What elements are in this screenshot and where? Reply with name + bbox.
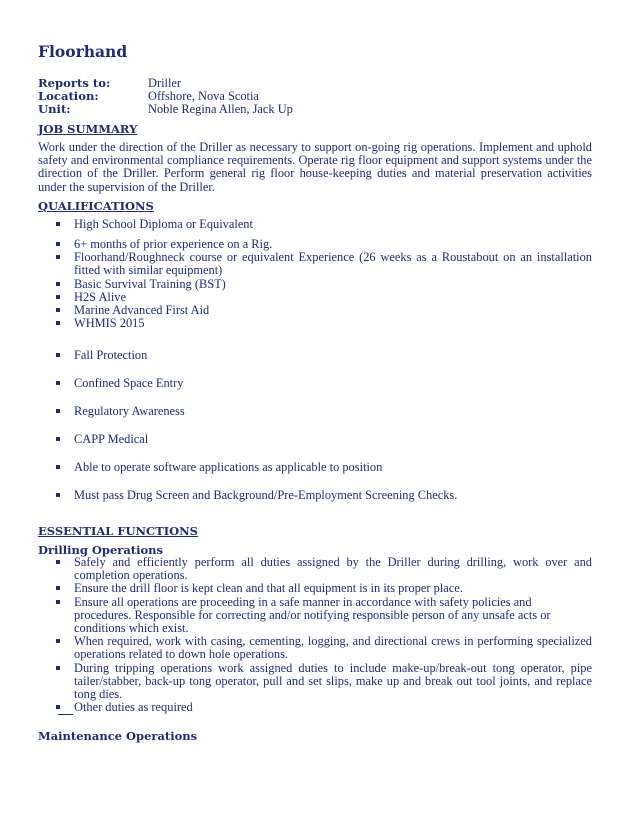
list-item: Marine Advanced First Aid [58, 304, 592, 317]
bullet-icon [56, 409, 60, 413]
meta-value: Offshore, Nova Scotia [148, 89, 259, 103]
bullet-icon [56, 308, 60, 312]
bullet-icon [56, 493, 60, 497]
meta-label: Reports to: [38, 76, 111, 90]
meta-row-unit [38, 103, 293, 116]
page-title: Floorhand [38, 42, 128, 61]
bullet-icon [56, 560, 60, 564]
bullet-icon [56, 586, 60, 590]
list-item: Safely and efficiently perform all duties assigned by the Driller during drilling, work over and completion operations. [58, 556, 592, 582]
list-item: During tripping operations work assigned duties to include make-up/break-out tong operator, pipe tailer/stabber, back-up tong operator, pull and set slips, make up and break out tool joints, and replace tong dies. [58, 662, 592, 702]
bullet-icon [56, 437, 60, 441]
bullet-icon [56, 222, 60, 226]
drilling-operations-heading: Drilling Operations [38, 543, 163, 557]
bullet-icon [56, 600, 60, 604]
list-item: Regulatory Awareness [58, 405, 592, 418]
job-summary-text: Work under the direction of the Driller as necessary to support on-going rig operations. Implement and uphold safety and environmental compliance requirements. Operate rig floor equipment and support systems under the direction of the Driller. Perform general rig floor house-keeping duties and material preservation activities under the supervision of the Driller. [38, 140, 592, 194]
list-item: When required, work with casing, cementing, logging, and directional crews in performing specialized operations related to down hole operations. [58, 635, 592, 661]
bullet-icon [56, 666, 60, 670]
list-item: Confined Space Entry [58, 377, 592, 390]
bullet-icon [56, 381, 60, 385]
list-item: CAPP Medical [58, 433, 592, 446]
bullet-icon [56, 465, 60, 469]
meta-value: Driller [148, 76, 182, 90]
list-item: 6+ months of prior experience on a Rig. [58, 238, 592, 251]
job-meta [38, 77, 293, 116]
maintenance-operations-heading: Maintenance Operations [38, 729, 198, 743]
bullet-icon [56, 282, 60, 286]
list-item: Ensure all operations are proceeding in a safe manner in accordance with safety policies and procedures. Responsible for correcting and/or notifying responsible person of any unsafe acts or conditions which exist. [58, 596, 592, 636]
bullet-icon [56, 255, 60, 259]
list-item: Floorhand/Roughneck course or equivalent Experience (26 weeks as a Roustabout on an installation fitted with similar equipment) [58, 251, 592, 277]
essential-functions-heading: ESSENTIAL FUNCTIONS [38, 524, 198, 538]
bullet-icon [56, 353, 60, 357]
list-item: Ensure the drill floor is kept clean and that all equipment is in its proper place. [58, 582, 592, 595]
bullet-icon [56, 705, 60, 709]
qualifications-list-b [58, 238, 592, 330]
qualifications-list-c [58, 349, 592, 503]
bullet-underline [58, 714, 73, 715]
list-item: H2S Alive [58, 291, 592, 304]
job-summary-heading: JOB SUMMARY [38, 122, 138, 136]
bullet-icon [56, 295, 60, 299]
list-item: Fall Protection [58, 349, 592, 362]
qualifications-heading: QUALIFICATIONS [38, 199, 154, 213]
bullet-icon [56, 242, 60, 246]
qualifications-list-a [58, 218, 592, 231]
list-item: WHMIS 2015 [58, 317, 592, 330]
bullet-icon [56, 639, 60, 643]
meta-value: Noble Regina Allen, Jack Up [148, 102, 293, 116]
list-item: Basic Survival Training (BST) [58, 278, 592, 291]
bullet-icon [56, 321, 60, 325]
list-item: High School Diploma or Equivalent [58, 218, 592, 231]
meta-label: Location: [38, 89, 99, 103]
drilling-operations-list [58, 556, 592, 714]
meta-label: Unit: [38, 102, 71, 116]
list-item: Other duties as required [58, 701, 592, 714]
list-item: Able to operate software applications as applicable to position [58, 461, 592, 474]
list-item: Must pass Drug Screen and Background/Pre-Employment Screening Checks. [58, 489, 592, 502]
